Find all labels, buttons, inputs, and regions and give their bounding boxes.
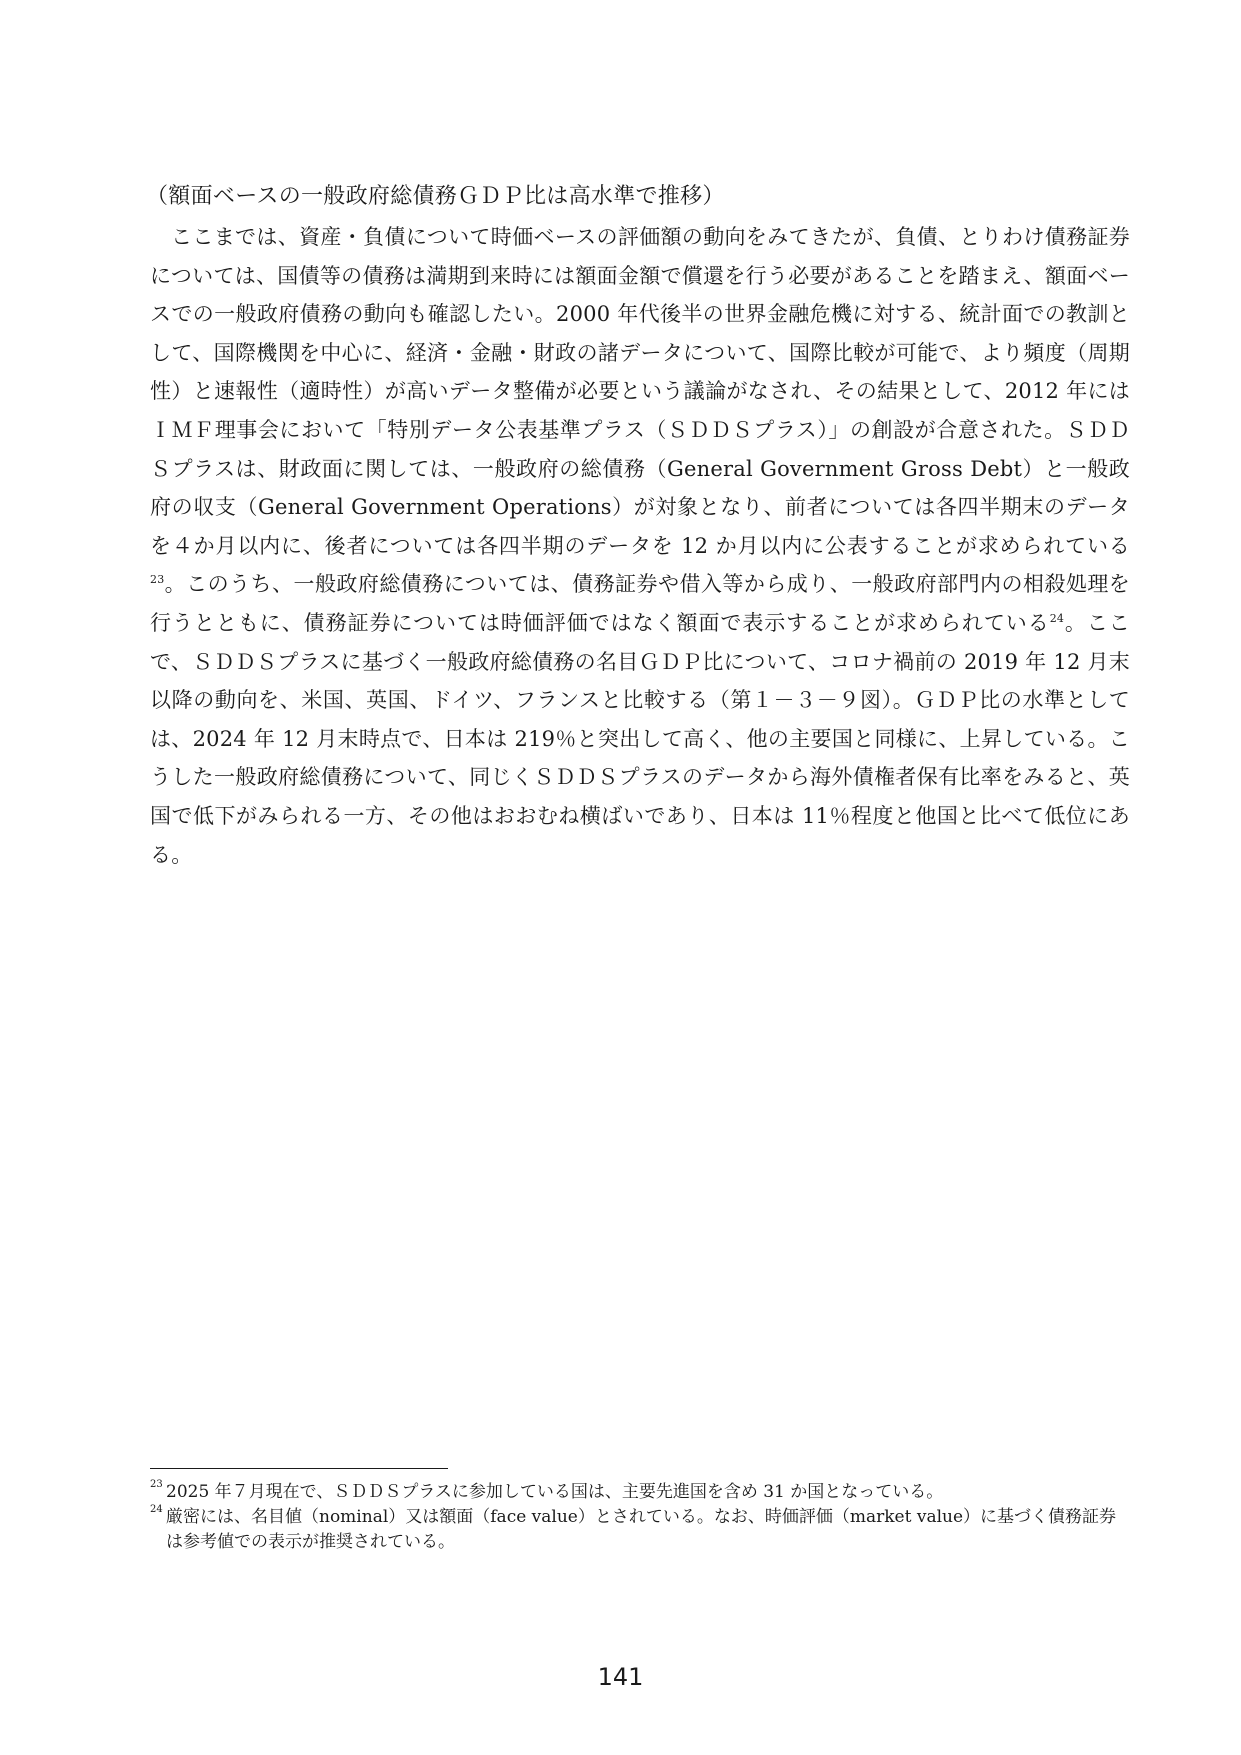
footnote-ref-23[interactable]: 23	[150, 573, 165, 587]
footnote-text: 2025 年７月現在で、ＳＤＤＳプラスに参加している国は、主要先進国を含め 31 か国となっている。	[166, 1482, 944, 1502]
body-paragraph	[150, 218, 1130, 874]
body-text-part-2: 。このうち、一般政府総債務については、債務証券や借入等から成り、一般政府部門内の相殺処理を行うとともに、債務証券については時価評価ではなく額面で表示することが求められている	[150, 572, 1130, 635]
footnotes	[150, 1480, 1130, 1555]
footnote-ref-24[interactable]: 24	[1049, 611, 1065, 625]
footnote-text: 厳密には、名目値（nominal）又は額面（face value）とされている。なお、時価評価（market value）に基づく債務証券は参考値での表示が推奨されている。	[166, 1507, 1117, 1552]
footnote-24	[150, 1505, 1130, 1555]
page-number: 141	[597, 1663, 644, 1691]
footnote-number: 24	[150, 1504, 163, 1515]
body-text-part-1: ここまでは、資産・負債について時価ベースの評価額の動向をみてきたが、負債、とりわけ債務証券については、国債等の債務は満期到来時には額面金額で償還を行う必要があることを踏まえ、額面ベースでの一般政府債務の動向も確認したい。2000 年代後半の世界金融危機に対する、統計面での教訓として、国際機関を中心に、経済・金融・財政の諸データについて、国際比較が可能で、より頻度（周期性）と速報性（適時性）が高いデータ整備が必要という議論がなされ、その結果として、2012 年にはＩＭＦ理事会において「特別データ公表基準プラス（ＳＤＤＳプラス）」の創設が合意された。ＳＤＤＳプラスは、財政面に関しては、一般政府の総債務（General Government Gross Debt）と一般政府の収支（General Government Operations）が対象となり、前者については各四半期末のデータを４か月以内に、後者については各四半期のデータを 12 か月以内に公表することが求められている	[150, 225, 1130, 558]
section-heading: （額面ベースの一般政府総債務ＧＤＰ比は高水準で推移）	[146, 184, 725, 209]
footnote-divider	[150, 1468, 448, 1469]
footnote-number: 23	[150, 1479, 163, 1490]
body-text-part-3: 。ここで、ＳＤＤＳプラスに基づく一般政府総債務の名目ＧＤＰ比について、コロナ禍前の 2019 年 12 月末以降の動向を、米国、英国、ドイツ、フランスと比較する（第１－３－９図）。ＧＤＰ比の水準としては、2024 年 12 月末時点で、日本は 219％と突出して高く、他の主要国と同様に、上昇している。こうした一般政府総債務について、同じくＳＤＤＳプラスのデータから海外債権者保有比率をみると、英国で低下がみられる一方、その他はおおむね横ばいであり、日本は 11％程度と他国と比べて低位にある。	[150, 610, 1130, 867]
footnote-23	[150, 1480, 1130, 1505]
